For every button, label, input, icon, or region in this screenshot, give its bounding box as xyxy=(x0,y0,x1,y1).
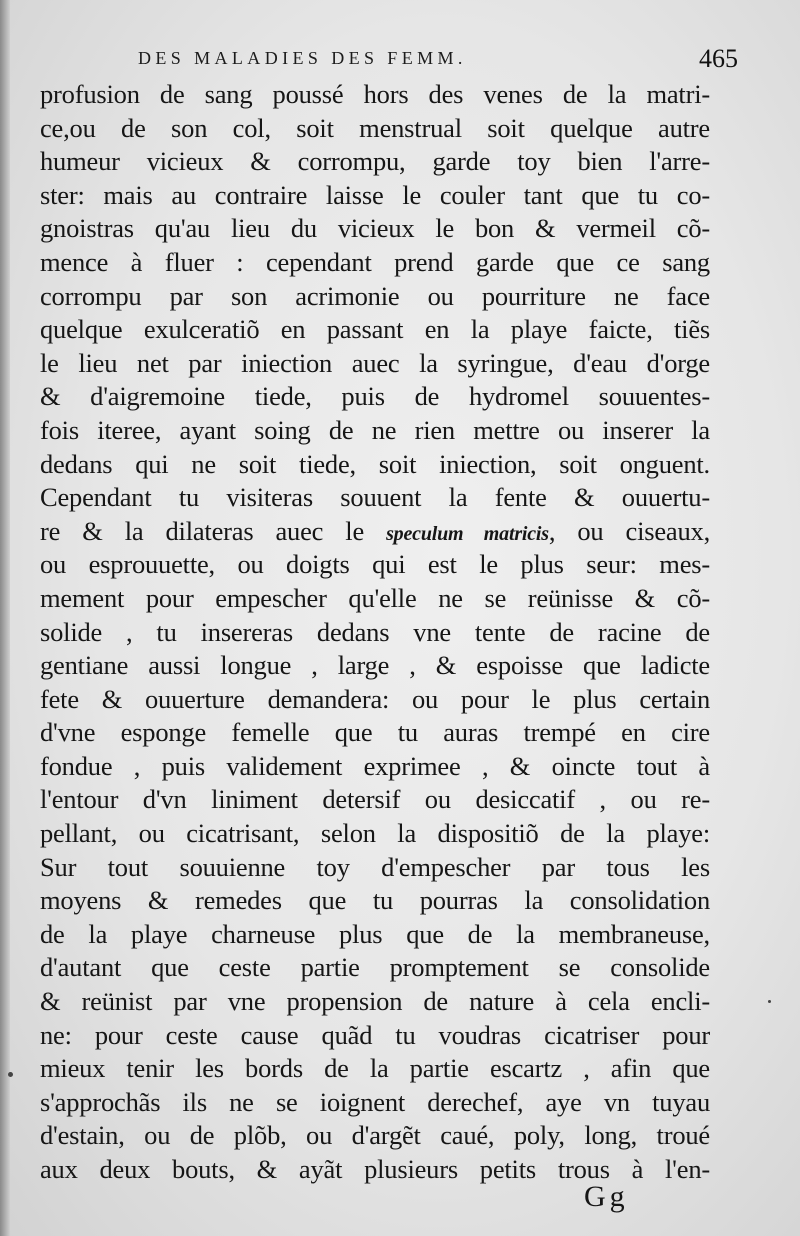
text-line: l'entour d'vn liniment detersif ou desiccatif , ou re- xyxy=(40,784,710,815)
text-line: d'estain, ou de plõb, ou d'argẽt caué, poly, long, troué xyxy=(40,1120,710,1151)
text-line: fois iteree, ayant soing de ne rien mettre ou inserer la xyxy=(40,414,710,445)
binding-gutter xyxy=(0,0,10,1236)
text-line: & d'aigremoine tiede, puis de hydromel souuentes- xyxy=(40,381,710,412)
text-line: quelque exulceratiõ en passant en la playe faicte, tiẽs xyxy=(40,314,710,345)
signature-mark: Gg xyxy=(584,1180,629,1213)
text-line: solide , tu insereras dedans vne tente de racine de xyxy=(40,616,710,647)
text-segment: re & la dilateras auec le xyxy=(40,515,365,546)
text-line: pellant, ou cicatrisant, selon la dispositiõ de la playe: xyxy=(40,818,710,849)
text-line: ne: pour ceste cause quãd tu voudras cicatriser pour xyxy=(40,1019,710,1050)
text-line: ce,ou de son col, soit menstrual soit quelque autre xyxy=(40,112,710,143)
text-line: gnoistras qu'au lieu du vicieux le bon & vermeil cõ- xyxy=(40,213,710,244)
text-line: Cependant tu visiteras souuent la fente & ouuertu- xyxy=(40,482,710,513)
text-line: ster: mais au contraire laisse le couler tant que tu co- xyxy=(40,179,710,210)
text-line: Sur tout souuienne toy d'empescher par tous les xyxy=(40,851,710,882)
text-line: ou esprouuette, ou doigts qui est le plus seur: mes- xyxy=(40,549,710,580)
text-line: fondue , puis validement exprimee , & oincte tout à xyxy=(40,750,710,781)
text-line: & reünist par vne propension de nature à cela encli- xyxy=(40,986,710,1017)
text-line: le lieu net par iniection auec la syringue, d'eau d'orge xyxy=(40,347,710,378)
text-line: profusion de sang poussé hors des venes de la matri- xyxy=(40,79,710,109)
body-text xyxy=(40,78,710,1187)
text-line: fete & ouuerture demandera: ou pour le plus certain xyxy=(40,683,710,714)
text-line: corrompu par son acrimonie ou pourriture ne face xyxy=(40,280,710,311)
text-line: s'approchãs ils ne se ioignent derechef, aye vn tuyau xyxy=(40,1086,710,1117)
latin-term: speculum matricis xyxy=(386,522,549,545)
text-line: aux deux bouts, & ayãt plusieurs petits trous à l'en- xyxy=(40,1154,710,1184)
text-line: humeur vicieux & corrompu, garde toy bien l'arre- xyxy=(40,146,710,177)
text-line: mence à fluer : cependant prend garde que ce sang xyxy=(40,246,710,277)
text-line xyxy=(40,515,710,549)
ink-speck xyxy=(768,1000,771,1003)
running-head: DES MALADIES DES FEMM. xyxy=(138,48,467,68)
text-segment: , ou ciseaux, xyxy=(548,515,710,546)
ink-speck xyxy=(8,1072,13,1077)
text-line: mement pour empescher qu'elle ne se reünisse & cõ- xyxy=(40,582,710,613)
text-line: d'autant que ceste partie promptement se consolide xyxy=(40,952,710,983)
text-line: dedans qui ne soit tiede, soit iniection, soit onguent. xyxy=(40,448,710,479)
text-line: mieux tenir les bords de la partie escartz , afin que xyxy=(40,1053,710,1084)
text-line: gentiane aussi longue , large , & espoisse que ladicte xyxy=(40,650,710,681)
text-line: d'vne esponge femelle que tu auras trempé en cire xyxy=(40,717,710,748)
text-line: moyens & remedes que tu pourras la consolidation xyxy=(40,885,710,916)
text-line: de la playe charneuse plus que de la membraneuse, xyxy=(40,918,710,949)
page-number: 465 xyxy=(699,44,738,73)
page-header xyxy=(138,44,738,80)
